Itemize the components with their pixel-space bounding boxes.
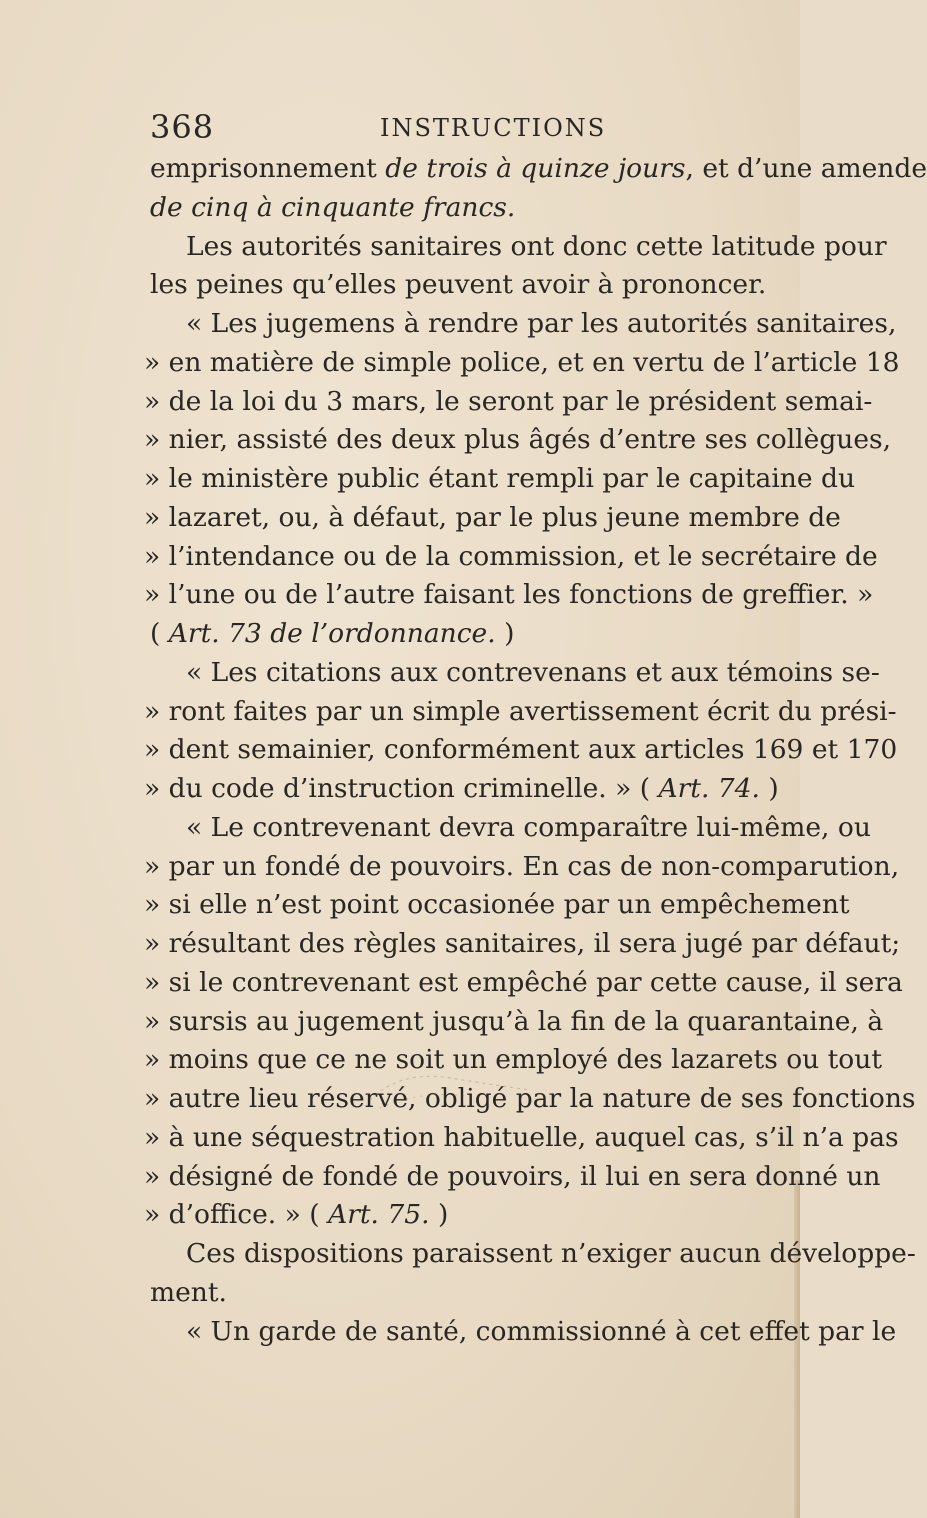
text-span: » lazaret, ou, à défaut, par le plus jeune membre de [144, 501, 841, 533]
text-span: » en matière de simple police, et en vertu de l’article 18 [144, 346, 900, 378]
text-line [150, 305, 897, 344]
text-span: » résultant des règles sanitaires, il sera jugé par défaut; [144, 928, 901, 959]
text-span: ) [759, 773, 779, 804]
text-line [144, 693, 897, 732]
text-line [150, 150, 927, 189]
italic-text: Art. 75. [328, 1199, 430, 1231]
italic-text: Art. 74. [658, 773, 760, 804]
text-line [150, 1274, 790, 1313]
italic-text: Art. 73 de l’ordonnance. [168, 618, 496, 649]
text-line [144, 886, 850, 925]
text-line [150, 1313, 897, 1352]
running-title: INSTRUCTIONS [380, 114, 607, 142]
text-line [144, 1119, 899, 1158]
text-span: ) [429, 1199, 449, 1231]
text-line [144, 848, 900, 887]
text-line [144, 925, 901, 964]
text-line [144, 770, 790, 809]
text-span: » désigné de fondé de pouvoirs, il lui en sera donné un [144, 1160, 881, 1192]
text-span: » de la loi du 3 mars, le seront par le président semai- [144, 385, 873, 417]
text-line [144, 1196, 790, 1235]
text-span: « Un garde de santé, commissionné à cet effet par le [186, 1315, 897, 1347]
text-span: » d’office. » ( [144, 1199, 329, 1231]
text-line [150, 654, 880, 693]
text-span: emprisonnement [150, 153, 386, 184]
text-line [144, 383, 873, 422]
text-line [144, 1158, 881, 1197]
text-span: » si elle n’est point occasionée par un empêchement [144, 889, 850, 921]
text-span: » à une séquestration habituelle, auquel cas, s’il n’a pas [144, 1121, 899, 1153]
text-span: » moins que ce ne soit un employé des lazarets ou tout [144, 1044, 882, 1076]
text-line [150, 266, 790, 305]
text-span: « Le contrevenant devra comparaître lui-même, ou [186, 811, 871, 843]
text-line [144, 576, 874, 615]
text-span: » nier, assisté des deux plus âgés d’entre ses collègues, [144, 424, 892, 456]
text-line [150, 228, 887, 267]
italic-text: de cinq à cinquante francs. [150, 191, 516, 223]
text-span: » autre lieu réservé, obligé par la nature de ses fonctions [144, 1083, 916, 1114]
page-number: 368 [150, 108, 215, 146]
text-span: ( [150, 618, 169, 649]
text-span: » l’une ou de l’autre faisant les fonctions de greffier. » [144, 579, 874, 611]
text-line [144, 421, 892, 460]
text-line [144, 538, 878, 577]
page-header [150, 108, 790, 152]
text-span: » dent semainier, conformément aux articles 169 et 170 [144, 734, 898, 766]
text-span: » par un fondé de pouvoirs. En cas de non-comparution, [144, 850, 900, 882]
body-text [144, 150, 927, 1351]
italic-text: de trois à quinze jours [385, 153, 686, 184]
text-line [144, 460, 856, 499]
text-line [150, 1235, 916, 1274]
text-line [144, 499, 841, 538]
text-span: » si le contrevenant est empêché par cette cause, il sera [144, 966, 903, 998]
text-line [150, 809, 871, 848]
text-line [144, 731, 898, 770]
text-span: les peines qu’elles peuvent avoir à prononcer. [150, 269, 767, 301]
text-span: ) [495, 618, 515, 649]
text-span: ment. [150, 1276, 227, 1308]
text-span: , et d’une amende [685, 153, 927, 184]
ink-bleed-mark [360, 1060, 540, 1120]
text-line [144, 1003, 884, 1042]
text-span: « Les jugemens à rendre par les autorités sanitaires, [186, 308, 897, 339]
text-line [150, 615, 790, 654]
text-line [144, 964, 903, 1003]
text-span: Les autorités sanitaires ont donc cette latitude pour [186, 230, 887, 262]
text-span: Ces dispositions paraissent n’exiger aucun développe- [186, 1238, 916, 1269]
text-line [144, 344, 900, 383]
text-span: » le ministère public étant rempli par le capitaine du [144, 463, 856, 494]
text-span: » du code d’instruction criminelle. » ( [144, 773, 659, 804]
text-line [150, 189, 790, 228]
text-span: « Les citations aux contrevenans et aux témoins se- [186, 656, 880, 688]
text-span: » ront faites par un simple avertissement écrit du prési- [144, 695, 897, 727]
text-span: » l’intendance ou de la commission, et le secrétaire de [144, 540, 878, 572]
text-span: » sursis au jugement jusqu’à la fin de la quarantaine, à [144, 1005, 884, 1037]
